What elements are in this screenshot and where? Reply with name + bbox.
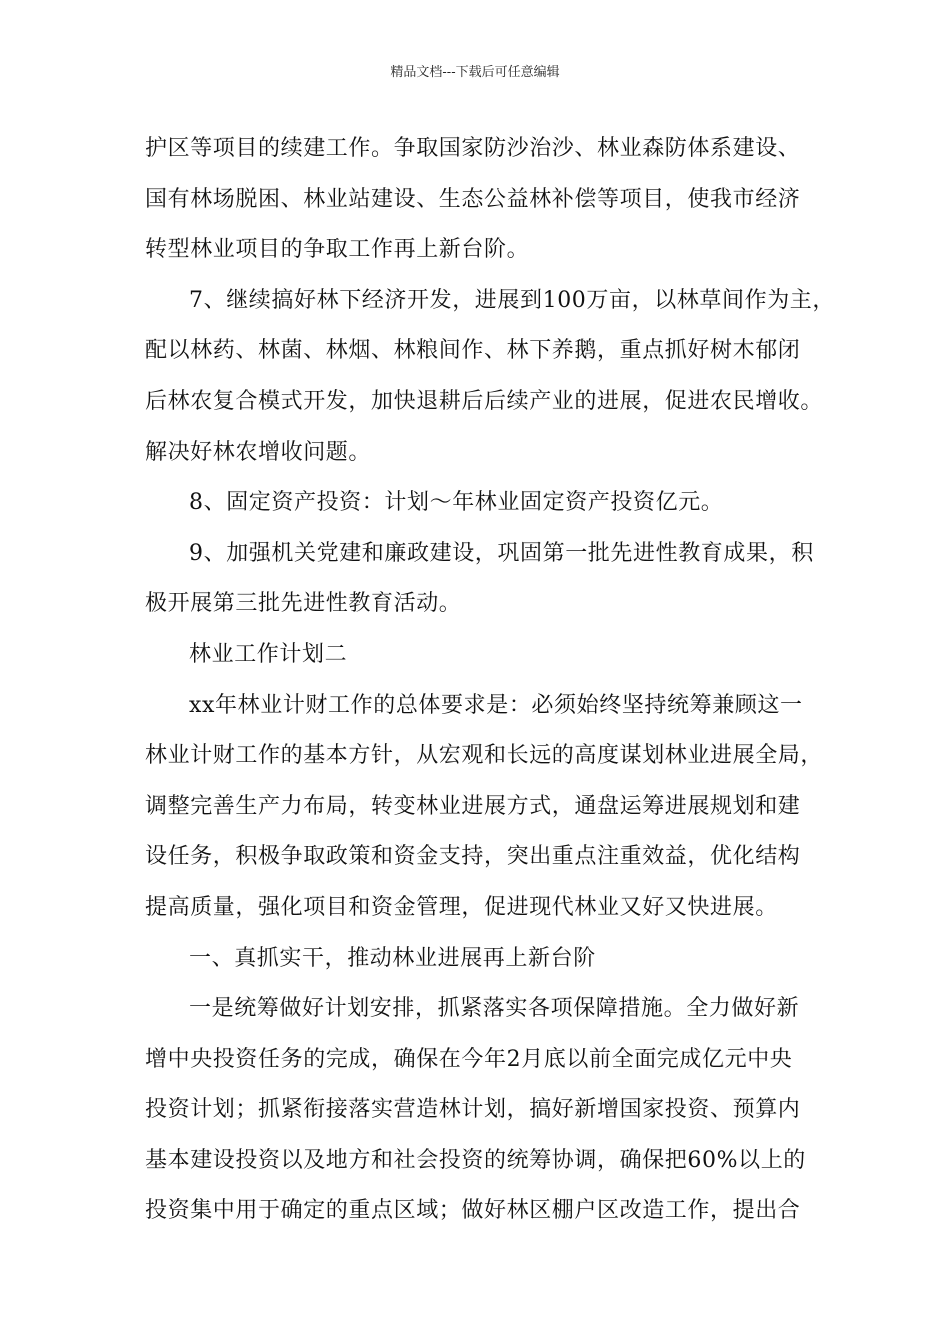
text-line: 7、继续搞好林下经济开发，进展到100万亩，以林草间作为主， <box>189 287 835 313</box>
text-line: 调整完善生产力布局，转变林业进展方式，通盘运筹进展规划和建 <box>145 793 801 819</box>
document-body <box>145 124 835 1237</box>
text-line: 配以林药、林菌、林烟、林粮间作、林下养鹅，重点抓好树木郁闭 <box>145 338 801 364</box>
text-line: 林业工作计划二 <box>189 641 348 667</box>
text-line: 国有林场脱困、林业站建设、生态公益林补偿等项目，使我市经济 <box>145 186 801 212</box>
text-line: 极开展第三批先进性教育活动。 <box>145 591 462 617</box>
text-line: xx年林业计财工作的总体要求是：必须始终坚持统筹兼顾这一 <box>189 692 803 718</box>
text-line: 提高质量，强化项目和资金管理，促进现代林业又好又快进展。 <box>145 894 778 920</box>
text-line: 一、真抓实干，推动林业进展再上新台阶 <box>189 945 596 971</box>
text-line: 9、加强机关党建和廉政建设，巩固第一批先进性教育成果，积 <box>189 540 814 566</box>
text-line: 8、固定资产投资：计划～年林业固定资产投资亿元。 <box>189 490 724 516</box>
text-line: 投资计划；抓紧衔接落实营造林计划，搞好新增国家投资、预算内 <box>145 1097 801 1123</box>
text-line: 后林农复合模式开发，加快退耕后后续产业的进展，促进农民增收。 <box>145 388 824 414</box>
text-line: 基本建设投资以及地方和社会投资的统筹协调，确保把60%以上的 <box>145 1147 806 1173</box>
text-line: 解决好林农增收问题。 <box>145 439 372 465</box>
text-line: 设任务，积极争取政策和资金支持，突出重点注重效益，优化结构 <box>145 844 801 870</box>
page-header: 精品文档---下载后可任意编辑 <box>390 65 560 80</box>
text-line: 增中央投资任务的完成，确保在今年2月底以前全面完成亿元中央 <box>145 1046 793 1072</box>
text-line: 转型林业项目的争取工作再上新台阶。 <box>145 237 530 263</box>
text-line: 投资集中用于确定的重点区域；做好林区棚户区改造工作，提出合 <box>145 1198 801 1224</box>
text-line: 一是统筹做好计划安排，抓紧落实各项保障措施。全力做好新 <box>189 996 800 1022</box>
text-line: 护区等项目的续建工作。争取国家防沙治沙、林业森防体系建设、 <box>145 136 801 161</box>
text-line: 林业计财工作的基本方针，从宏观和长远的高度谋划林业进展全局， <box>145 743 824 769</box>
